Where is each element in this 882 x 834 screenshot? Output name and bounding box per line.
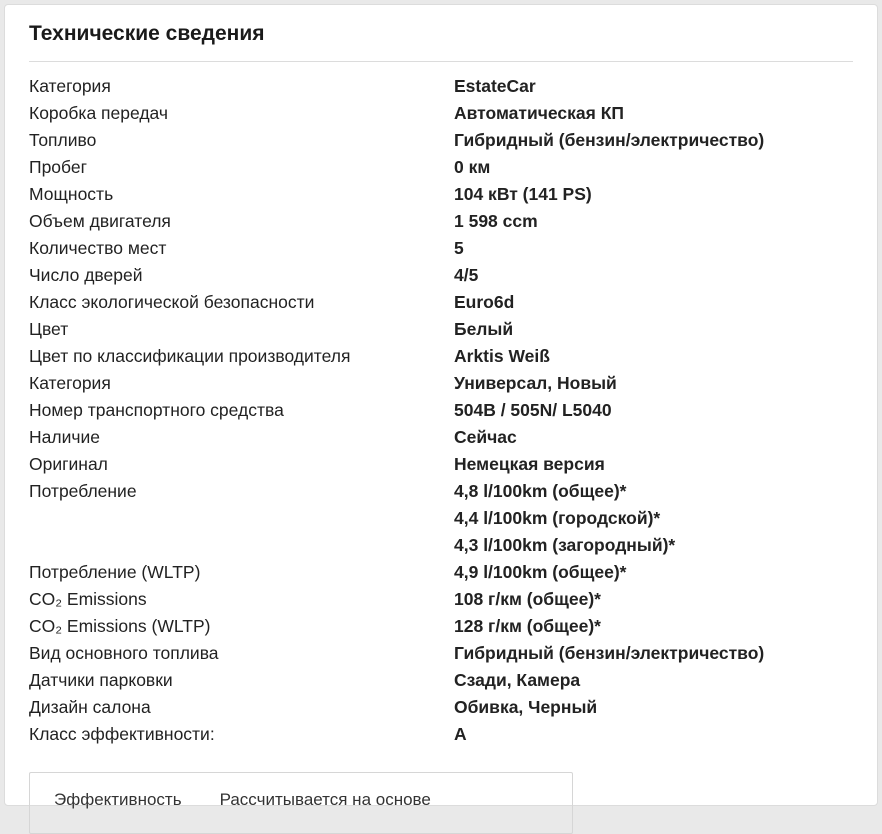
- consumption-extra-urban: 4,3 l/100km (загородный)*: [454, 535, 676, 555]
- spec-row-color: [29, 316, 859, 343]
- spec-value: Автоматическая КП: [454, 103, 624, 123]
- spec-row-seats: [29, 235, 859, 262]
- spec-label: CO₂ Emissions (WLTP): [29, 616, 211, 636]
- spec-row-interior: [29, 694, 859, 721]
- spec-row-consumption-wltp: [29, 559, 859, 586]
- spec-row-manufacturer-color: [29, 343, 859, 370]
- spec-label: Количество мест: [29, 238, 167, 258]
- spec-row-main-fuel: [29, 640, 859, 667]
- spec-value: Euro6d: [454, 292, 515, 312]
- spec-label: Наличие: [29, 427, 100, 447]
- title-divider: [29, 61, 853, 62]
- spec-value: 4,9 l/100km (общее)*: [454, 562, 627, 582]
- spec-row-original: [29, 451, 859, 478]
- efficiency-heading: Эффективность: [54, 790, 182, 809]
- spec-label: Класс эффективности:: [29, 724, 215, 744]
- spec-label: Цвет: [29, 319, 69, 339]
- spec-label: Цвет по классификации производителя: [29, 346, 351, 366]
- spec-row-fuel: [29, 127, 859, 154]
- specs-list: [29, 73, 859, 748]
- section-title: Технические сведения: [29, 22, 265, 45]
- spec-label: Категория: [29, 76, 111, 96]
- spec-label: Число дверей: [29, 265, 143, 285]
- spec-value: 108 г/км (общее)*: [454, 589, 601, 609]
- spec-value: Сейчас: [454, 427, 517, 447]
- spec-row-transmission: [29, 100, 859, 127]
- spec-value: 5: [454, 238, 464, 258]
- spec-row-power: [29, 181, 859, 208]
- spec-label: Пробег: [29, 157, 87, 177]
- spec-value: 4/5: [454, 265, 479, 285]
- spec-label: Датчики парковки: [29, 670, 173, 690]
- spec-row-mileage: [29, 154, 859, 181]
- spec-row-consumption: [29, 478, 859, 559]
- efficiency-info-box: [29, 772, 573, 834]
- spec-row-doors: [29, 262, 859, 289]
- spec-label: Дизайн салона: [29, 697, 151, 717]
- spec-value: 128 г/км (общее)*: [454, 616, 601, 636]
- spec-value: Универсал, Новый: [454, 373, 617, 393]
- spec-value: [454, 478, 675, 559]
- spec-label: Вид основного топлива: [29, 643, 219, 663]
- efficiency-info-text: [54, 790, 469, 810]
- spec-value: Сзади, Камера: [454, 670, 581, 690]
- spec-label: Номер транспортного средства: [29, 400, 284, 420]
- spec-row-co2-wltp: [29, 613, 859, 640]
- spec-value: Гибридный (бензин/электричество): [454, 130, 765, 150]
- spec-label: Коробка передач: [29, 103, 169, 123]
- spec-label: Потребление (WLTP): [29, 562, 201, 582]
- spec-row-vehicle-number: [29, 397, 859, 424]
- spec-value: 104 кВт (141 PS): [454, 184, 592, 204]
- spec-value: Белый: [454, 319, 514, 339]
- spec-value: 0 км: [454, 157, 491, 177]
- spec-label: Объем двигателя: [29, 211, 171, 231]
- spec-value: EstateCar: [454, 76, 536, 96]
- spec-label: Потребление: [29, 481, 137, 501]
- spec-row-availability: [29, 424, 859, 451]
- consumption-urban: 4,4 l/100km (городской)*: [454, 508, 661, 528]
- spec-value: 1 598 ccm: [454, 211, 538, 231]
- efficiency-description: Рассчитывается на основе: [219, 790, 431, 809]
- spec-label: Оригинал: [29, 454, 108, 474]
- spec-label: Мощность: [29, 184, 114, 204]
- spec-value: 504B / 505N/ L5040: [454, 400, 612, 420]
- spec-value: A: [454, 724, 467, 744]
- consumption-combined: 4,8 l/100km (общее)*: [454, 481, 627, 501]
- spec-label: CO₂ Emissions: [29, 589, 147, 609]
- spec-value: Обивка, Черный: [454, 697, 598, 717]
- spec-row-category-2: [29, 370, 859, 397]
- spec-row-displacement: [29, 208, 859, 235]
- spec-row-parking-sensors: [29, 667, 859, 694]
- spec-label: Класс экологической безопасности: [29, 292, 315, 312]
- tech-details-card: [4, 4, 878, 809]
- spec-row-co2: [29, 586, 859, 613]
- spec-label: Топливо: [29, 130, 97, 150]
- spec-row-efficiency-class: [29, 721, 859, 748]
- spec-row-category: [29, 73, 859, 100]
- spec-label: Категория: [29, 373, 111, 393]
- spec-value: Arktis Weiß: [454, 346, 550, 366]
- spec-row-emission-class: [29, 289, 859, 316]
- spec-value: Немецкая версия: [454, 454, 605, 474]
- spec-value: Гибридный (бензин/электричество): [454, 643, 765, 663]
